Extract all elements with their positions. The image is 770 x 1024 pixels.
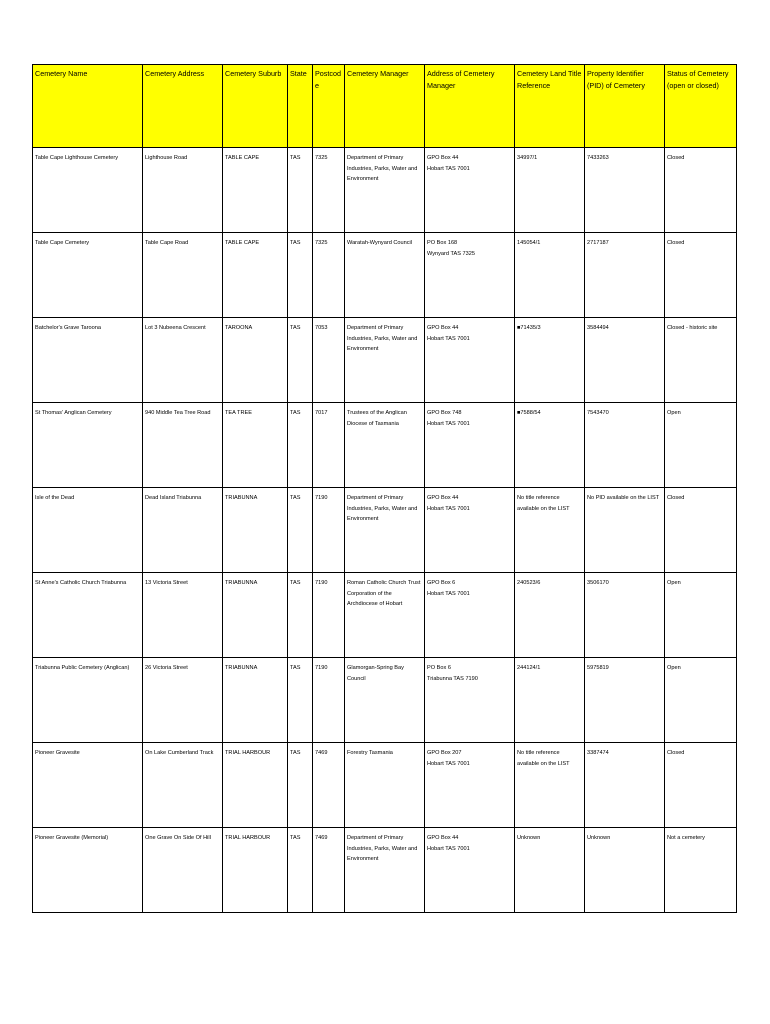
cell-state [288,318,313,403]
cell-state-text: TAS [290,325,301,331]
cell-status [665,403,737,488]
cell-manager-address-text: GPO Box 6 Hobart TAS 7001 [427,580,470,597]
cell-cemetery-suburb-text: TABLE CAPE [225,155,260,161]
cell-land-title-reference-text: 145054/1 [517,240,541,246]
cell-cemetery-name-text: Table Cape Lighthouse Cemetery [35,155,119,161]
cell-cemetery-manager-text: Department of Primary Industries, Parks, Water and Environment [347,325,418,352]
cell-cemetery-suburb [223,658,288,743]
cell-postcode [313,233,345,318]
cell-state [288,743,313,828]
cell-cemetery-suburb [223,743,288,828]
cell-land-title-reference-text: No title reference available on the LIST [517,750,570,767]
cell-cemetery-address [143,488,223,573]
cell-cemetery-suburb [223,403,288,488]
table-body [33,148,737,913]
cell-state [288,233,313,318]
cell-manager-address-text: GPO Box 44 Hobart TAS 7001 [427,325,470,342]
cell-land-title-reference [515,573,585,658]
cell-status-text: Closed [667,495,685,501]
cell-status [665,743,737,828]
cell-cemetery-address [143,828,223,913]
cell-land-title-reference [515,743,585,828]
cell-cemetery-manager [345,573,425,658]
cell-manager-address [425,233,515,318]
cell-cemetery-suburb [223,488,288,573]
cell-postcode [313,148,345,233]
cell-state [288,488,313,573]
cell-cemetery-address-text: Lighthouse Road [145,155,188,161]
cell-property-identifier [585,148,665,233]
cell-postcode-text: 7469 [315,750,328,756]
cell-land-title-reference-text: 244124/1 [517,665,541,671]
cell-cemetery-name [33,658,143,743]
cell-postcode-text: 7469 [315,835,328,841]
cell-status-text: Closed - historic site [667,325,718,331]
cell-cemetery-name [33,403,143,488]
table-row [33,148,737,233]
cell-cemetery-address [143,743,223,828]
cell-cemetery-address [143,233,223,318]
cell-manager-address [425,828,515,913]
cell-status [665,658,737,743]
cell-cemetery-name [33,148,143,233]
cell-cemetery-suburb-text: TRIAL HARBOUR [225,835,271,841]
cell-cemetery-name [33,743,143,828]
cell-state [288,573,313,658]
header-cemetery-manager: Cemetery Manager [345,65,425,148]
cell-property-identifier [585,573,665,658]
cell-land-title-reference-text: 34997/1 [517,155,538,161]
cell-property-identifier [585,403,665,488]
cell-status-text: Open [667,665,681,671]
cell-cemetery-suburb-text: TABLE CAPE [225,240,260,246]
cell-cemetery-name [33,318,143,403]
cell-cemetery-address-text: 13 Victoria Street [145,580,188,586]
cell-cemetery-manager-text: Trustees of the Anglican Diocese of Tasmania [347,410,407,427]
cemetery-table [32,64,737,913]
cell-manager-address-text: GPO Box 748 Hobart TAS 7001 [427,410,470,427]
cell-land-title-reference [515,403,585,488]
cell-status [665,148,737,233]
cell-cemetery-name-text: St Thomas' Anglican Cemetery [35,410,112,416]
cell-cemetery-name [33,233,143,318]
cell-property-identifier-text: 3506170 [587,580,609,586]
cell-postcode [313,658,345,743]
header-row [33,65,737,148]
cell-property-identifier [585,233,665,318]
cell-cemetery-name-text: Table Cape Cemetery [35,240,90,246]
cell-land-title-reference [515,233,585,318]
header-cemetery-name: Cemetery Name [33,65,143,148]
cell-cemetery-suburb [223,573,288,658]
cell-status-text: Open [667,580,681,586]
cell-manager-address [425,658,515,743]
cell-cemetery-address [143,318,223,403]
cell-manager-address-text: GPO Box 44 Hobart TAS 7001 [427,835,470,852]
cell-property-identifier-text: Unknown [587,835,611,841]
cell-cemetery-name-text: Pioneer Gravesite [35,750,80,756]
cell-cemetery-address [143,658,223,743]
cell-property-identifier-text: 7543470 [587,410,609,416]
cell-state-text: TAS [290,240,301,246]
cell-cemetery-name-text: Batchelor's Grave Taroona [35,325,101,331]
cell-status [665,573,737,658]
cell-cemetery-manager-text: Department of Primary Industries, Parks, Water and Environment [347,835,418,862]
cell-cemetery-address [143,148,223,233]
cell-cemetery-name [33,828,143,913]
cell-cemetery-suburb-text: TRIABUNNA [225,580,258,586]
cell-manager-address [425,488,515,573]
cell-land-title-reference-text: No title reference available on the LIST [517,495,570,512]
cell-cemetery-suburb [223,828,288,913]
cell-cemetery-suburb-text: TAROONA [225,325,253,331]
cell-state [288,658,313,743]
cell-property-identifier-text: 5975819 [587,665,609,671]
cell-status [665,318,737,403]
header-land-title-reference: Cemetery Land Title Reference [515,65,585,148]
cell-land-title-reference-text: ■71435/3 [517,325,541,331]
cell-land-title-reference [515,488,585,573]
cell-cemetery-manager [345,658,425,743]
cell-status [665,488,737,573]
cell-cemetery-name [33,488,143,573]
cell-state-text: TAS [290,665,301,671]
cell-state-text: TAS [290,750,301,756]
table-row [33,318,737,403]
cell-status-text: Closed [667,155,685,161]
cell-cemetery-manager [345,403,425,488]
cell-land-title-reference [515,148,585,233]
cell-property-identifier-text: 3387474 [587,750,609,756]
table-row [33,658,737,743]
cell-land-title-reference-text: 240523/6 [517,580,541,586]
table-row [33,743,737,828]
cell-status-text: Closed [667,240,685,246]
cell-postcode-text: 7190 [315,580,328,586]
cell-state [288,148,313,233]
cell-property-identifier [585,318,665,403]
cell-cemetery-manager-text: Roman Catholic Church Trust Corporation of the Archdiocese of Hobart [347,580,421,607]
cell-cemetery-address [143,403,223,488]
cell-postcode-text: 7017 [315,410,328,416]
cell-status [665,828,737,913]
cell-cemetery-suburb [223,318,288,403]
cell-cemetery-address-text: Dead Island Triabunna [145,495,202,501]
cell-property-identifier-text: 2717187 [587,240,609,246]
table-row [33,403,737,488]
cell-postcode [313,488,345,573]
cell-manager-address [425,318,515,403]
cell-cemetery-manager-text: Waratah-Wynyard Council [347,240,413,246]
cell-postcode [313,828,345,913]
cell-cemetery-manager-text: Forestry Tasmania [347,750,393,756]
cell-status-text: Closed [667,750,685,756]
cell-cemetery-manager [345,233,425,318]
cell-manager-address-text: GPO Box 207 Hobart TAS 7001 [427,750,470,767]
cell-cemetery-manager-text: Glamorgan-Spring Bay Council [347,665,404,682]
cell-manager-address-text: PO Box 6 Triabunna TAS 7190 [427,665,478,682]
cell-cemetery-address-text: 940 Middle Tea Tree Road [145,410,211,416]
cell-cemetery-manager [345,148,425,233]
cell-postcode [313,743,345,828]
cell-manager-address-text: GPO Box 44 Hobart TAS 7001 [427,155,470,172]
cell-status [665,233,737,318]
cell-cemetery-address-text: Table Cape Road [145,240,189,246]
cell-postcode [313,573,345,658]
table-row [33,488,737,573]
cell-postcode [313,318,345,403]
cell-manager-address-text: GPO Box 44 Hobart TAS 7001 [427,495,470,512]
table-row [33,573,737,658]
cell-cemetery-manager-text: Department of Primary Industries, Parks, Water and Environment [347,155,418,182]
cell-manager-address [425,148,515,233]
cell-status-text: Open [667,410,681,416]
header-cemetery-address: Cemetery Address [143,65,223,148]
cell-cemetery-suburb-text: TRIAL HARBOUR [225,750,271,756]
cell-cemetery-suburb-text: TRIABUNNA [225,495,258,501]
cell-cemetery-suburb-text: TEA TREE [225,410,252,416]
header-cemetery-suburb: Cemetery Suburb [223,65,288,148]
header-status: Status of Cemetery (open or closed) [665,65,737,148]
cell-cemetery-name-text: Pioneer Gravesite (Memorial) [35,835,109,841]
cell-property-identifier [585,828,665,913]
cell-land-title-reference [515,318,585,403]
cell-land-title-reference [515,658,585,743]
cell-cemetery-address-text: On Lake Cumberland Track [145,750,214,756]
header-property-identifier: Property Identifier (PID) of Cemetery [585,65,665,148]
cell-cemetery-address [143,573,223,658]
cell-postcode-text: 7325 [315,240,328,246]
cell-manager-address-text: PO Box 168 Wynyard TAS 7325 [427,240,475,257]
cell-cemetery-name-text: St Anne's Catholic Church Triabunna [35,580,127,586]
cell-cemetery-suburb-text: TRIABUNNA [225,665,258,671]
cell-state [288,828,313,913]
cell-land-title-reference [515,828,585,913]
cell-state-text: TAS [290,495,301,501]
header-state: State [288,65,313,148]
cell-postcode-text: 7053 [315,325,328,331]
cell-cemetery-address-text: One Grave On Side Of Hill [145,835,211,841]
cell-manager-address [425,743,515,828]
cell-state-text: TAS [290,410,301,416]
cell-state [288,403,313,488]
cell-cemetery-manager [345,828,425,913]
cell-cemetery-manager [345,743,425,828]
cell-state-text: TAS [290,835,301,841]
table-row [33,828,737,913]
cell-property-identifier [585,658,665,743]
cell-state-text: TAS [290,155,301,161]
cell-cemetery-manager [345,318,425,403]
cell-property-identifier [585,743,665,828]
cell-postcode-text: 7190 [315,495,328,501]
cell-status-text: Not a cemetery [667,835,705,841]
cell-cemetery-name [33,573,143,658]
cell-property-identifier [585,488,665,573]
cell-property-identifier-text: 7433263 [587,155,609,161]
cell-state-text: TAS [290,580,301,586]
cell-property-identifier-text: No PID available on the LIST [587,495,660,501]
cell-cemetery-name-text: Isle of the Dead [35,495,75,501]
cell-cemetery-manager-text: Department of Primary Industries, Parks, Water and Environment [347,495,418,522]
cell-manager-address [425,403,515,488]
cell-property-identifier-text: 3584494 [587,325,609,331]
cell-land-title-reference-text: ■7588/54 [517,410,541,416]
header-manager-address: Address of Cemetery Manager [425,65,515,148]
cell-postcode-text: 7190 [315,665,328,671]
cell-cemetery-address-text: Lot 3 Nubeena Crescent [145,325,206,331]
cell-postcode-text: 7325 [315,155,328,161]
table-row [33,233,737,318]
cell-land-title-reference-text: Unknown [517,835,541,841]
cell-cemetery-suburb [223,148,288,233]
header-postcode: Postcode [313,65,345,148]
cell-cemetery-manager [345,488,425,573]
cell-cemetery-name-text: Triabunna Public Cemetery (Anglican) [35,665,130,671]
cell-cemetery-suburb [223,233,288,318]
cell-postcode [313,403,345,488]
cell-cemetery-address-text: 26 Victoria Street [145,665,188,671]
cell-manager-address [425,573,515,658]
